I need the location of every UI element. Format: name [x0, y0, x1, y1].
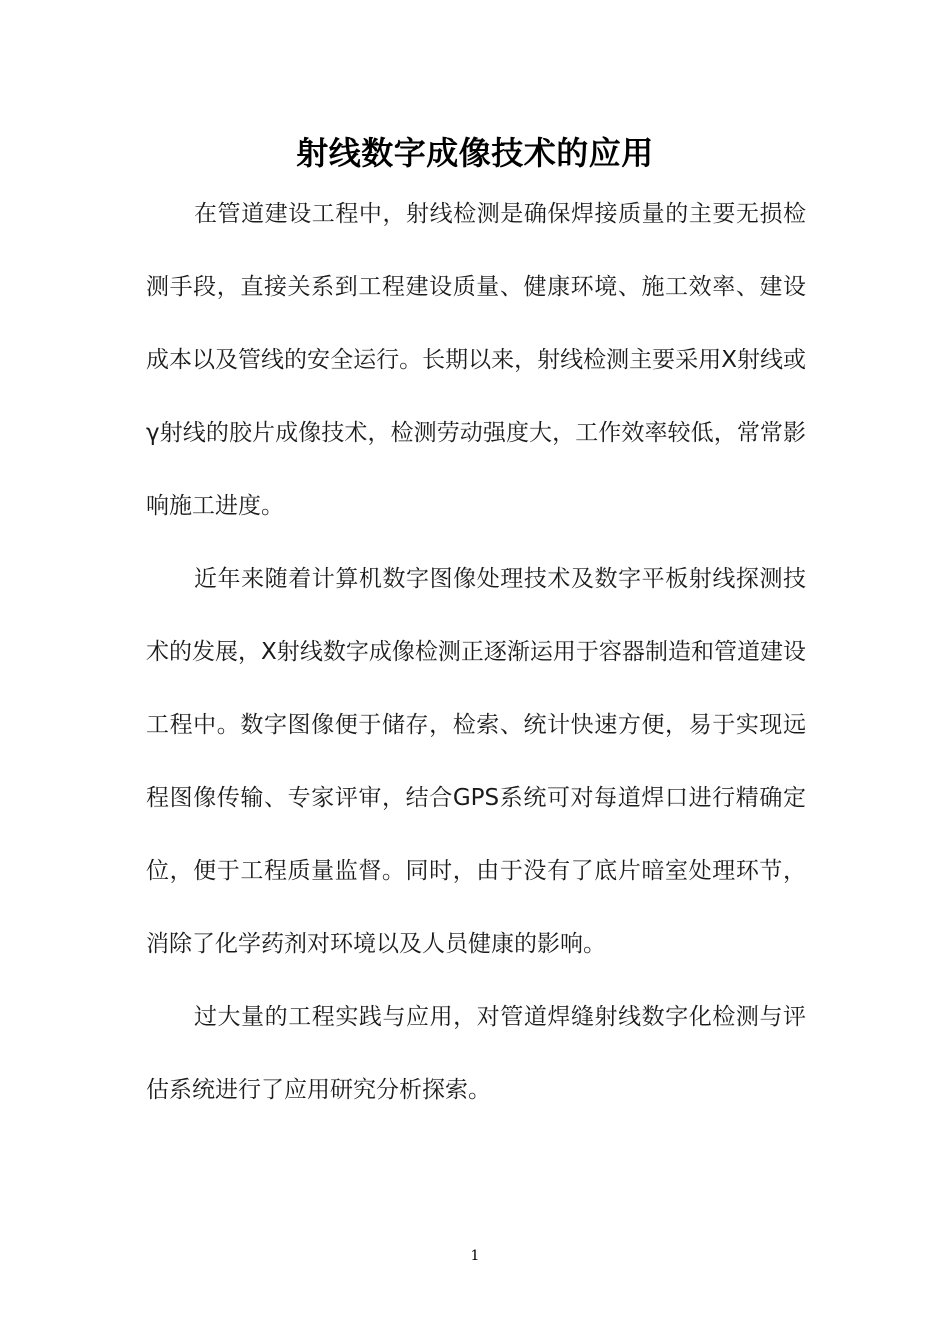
page-number: 1 — [470, 1248, 480, 1264]
paragraph-3: 过大量的工程实践与应用，对管道焊缝射线数字化检测与评估系统进行了应用研究分析探索。 — [146, 1004, 806, 1103]
paragraph-1: 在管道建设工程中，射线检测是确保焊接质量的主要无损检测手段，直接关系到工程建设质量、健康环境、施工效率、建设成本以及管线的安全运行。长期以来，射线检测主要采用X射线或γ射线的胶片成像技术，检测劳动强度大，工作效率较低，常常影响施工进度。 — [146, 201, 806, 519]
document-title: 射线数字成像技术的应用 — [296, 134, 654, 172]
paragraph-2: 近年来随着计算机数字图像处理技术及数字平板射线探测技术的发展，X射线数字成像检测正逐渐运用于容器制造和管道建设工程中。数字图像便于储存，检索、统计快速方便，易于实现远程图像传输、专家评审，结合GPS系统可对每道焊口进行精确定位，便于工程质量监督。同时，由于没有了底片暗室处理环节，消除了化学药剂对环境以及人员健康的影响。 — [146, 566, 806, 957]
document-body — [146, 178, 806, 1127]
